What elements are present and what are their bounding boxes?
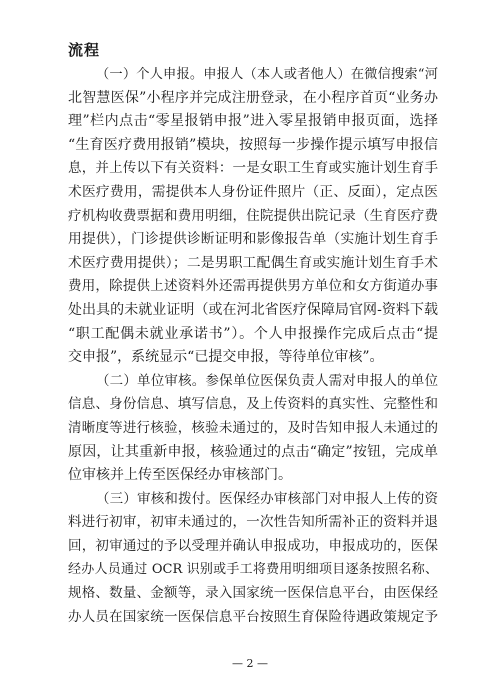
text-line: 原因，让其重新申报，核验通过的点击“确定”按钮，完成单 xyxy=(68,443,438,460)
paragraph-audit-payment xyxy=(68,488,438,630)
paragraph-personal-application xyxy=(68,63,438,370)
text-line: 术医疗费用提供）；二是男职工配偶生育或实施计划生育手术 xyxy=(68,254,438,271)
text-line: 用提供），门诊提供诊断证明和影像报告单（实施计划生育手 xyxy=(68,231,438,248)
text-line: 术医疗费用，需提供本人身份证件照片（正、反面），定点医 xyxy=(68,183,438,200)
text-line: （一）个人申报。申报人（本人或者他人）在微信搜索“河 xyxy=(96,67,438,82)
text-line: 规格、数量、金额等，录入国家统一医保信息平台，由医保经 xyxy=(68,585,438,602)
text-line: “职工配偶未就业承诺书”）。个人申报操作完成后点击“提 xyxy=(68,325,438,342)
text-line: 经办人员通过 OCR 识别或手工将费用明细项目逐条按照名称、 xyxy=(68,562,438,578)
text-line: 交申报”，系统显示“已提交申报，等待单位审核”。 xyxy=(68,349,384,366)
text-line: 北智慧医保”小程序并完成注册登录，在小程序首页“业务办 xyxy=(68,89,438,106)
text-line: （三）审核和拨付。医保经办审核部门对申报人上传的资 xyxy=(96,490,438,507)
text-line: “生育医疗费用报销”模块，按照每一步操作提示填写申报信 xyxy=(68,136,438,153)
text-line: 息，并上传以下有关资料：一是女职工生育或实施计划生育手 xyxy=(68,160,438,177)
text-line: 理”栏内点击“零星报销申报”进入零星报销申报页面，选择 xyxy=(68,113,438,130)
text-line: 疗机构收费票据和费用明细，住院提供出院记录（生育医疗费 xyxy=(68,207,438,224)
text-line: 信息、身份信息、填写信息，及上传资料的真实性、完整性和 xyxy=(68,396,438,413)
page-number: — 2 — xyxy=(232,657,268,670)
text-line: 清晰度等进行核验，核验未通过的，及时告知申报人未通过的 xyxy=(68,419,438,436)
text-line: 处出具的未就业证明（或在河北省医疗保障局官网-资料下载 xyxy=(68,301,438,318)
paragraph-unit-review xyxy=(68,370,438,488)
text-line: （二）单位审核。参保单位医保负责人需对申报人的单位 xyxy=(96,372,438,389)
text-line: 回，初审通过的予以受理并确认申报成功，申报成功的，医保 xyxy=(68,537,438,554)
text-line: 办人员在国家统一医保信息平台按照生育保险待遇政策规定予 xyxy=(68,608,438,625)
text-line: 位审核并上传至医保经办审核部门。 xyxy=(68,467,292,484)
document-body xyxy=(68,63,438,629)
text-line: 费用，除提供上述资料外还需再提供男方单位和女方街道办事 xyxy=(68,278,438,295)
section-title: 流程 xyxy=(68,41,101,59)
text-line: 料进行初审，初审未通过的，一次性告知所需补正的资料并退 xyxy=(68,514,438,531)
